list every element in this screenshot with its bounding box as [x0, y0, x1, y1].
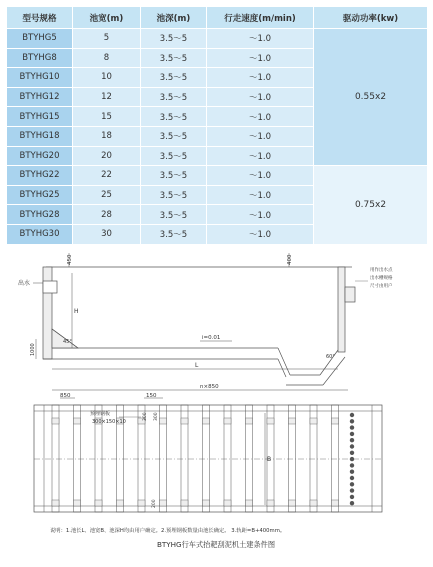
drawing-caption: BTYHG行车式抬耙刮泥机土建条件图	[156, 540, 276, 549]
embed-plate	[310, 418, 317, 424]
embed-plate	[246, 418, 253, 424]
width-cell: 8	[73, 48, 141, 68]
embed-plate	[310, 500, 317, 506]
width-cell: 28	[73, 205, 141, 225]
width-cell: 30	[73, 224, 141, 244]
outlet-hole	[350, 444, 354, 448]
embed-plate	[160, 500, 167, 506]
depth-cell: 3.5～5	[141, 205, 207, 225]
depth-cell: 3.5～5	[141, 185, 207, 205]
width-cell: 10	[73, 68, 141, 88]
speed-cell: ～1.0	[207, 48, 314, 68]
h-label: H	[74, 308, 79, 315]
depth-cell: 3.5～5	[141, 166, 207, 186]
embed-plate	[267, 418, 274, 424]
embed-plate	[246, 500, 253, 506]
dim-200: 200	[152, 499, 157, 508]
embed-plate	[52, 500, 59, 506]
table-row	[7, 166, 428, 186]
header-power: 驱动功率(kw)	[314, 7, 428, 29]
side-note-3: 尺寸由用户	[370, 284, 393, 289]
total-length-label: n×850	[200, 384, 219, 390]
embed-plate-size: 300×150×10	[92, 419, 126, 425]
outlet-label: 出水	[18, 280, 31, 287]
slope-label: i=0.01	[202, 335, 221, 341]
speed-cell: ～1.0	[207, 68, 314, 88]
dim-300b: 300	[154, 412, 159, 421]
depth-cell: 3.5～5	[141, 68, 207, 88]
section-view	[33, 253, 368, 385]
width-cell: 18	[73, 126, 141, 146]
b-label: B	[267, 456, 272, 463]
model-cell: BTYHG30	[7, 224, 73, 244]
spec-table	[6, 6, 428, 245]
plan-labels	[60, 384, 271, 508]
embed-plate	[224, 418, 231, 424]
speed-cell: ～1.0	[207, 29, 314, 49]
speed-cell: ～1.0	[207, 87, 314, 107]
speed-cell: ～1.0	[207, 107, 314, 127]
embed-plate	[224, 500, 231, 506]
depth-cell: 3.5～5	[141, 107, 207, 127]
side-note-2: 出水槽规格	[370, 276, 393, 281]
civil-drawing	[0, 243, 433, 567]
outlet-hole	[350, 470, 354, 474]
dim-400-right: 400	[287, 254, 293, 265]
table-row	[7, 29, 428, 49]
embed-plate	[52, 418, 59, 424]
width-cell: 15	[73, 107, 141, 127]
dim-450-left: 450	[67, 254, 73, 265]
depth-cell: 3.5～5	[141, 87, 207, 107]
header-depth: 池深(m)	[141, 7, 207, 29]
outlet-hole	[350, 451, 354, 455]
outlet-hole	[350, 482, 354, 486]
embed-plate	[117, 500, 124, 506]
header-model: 型号规格	[7, 7, 73, 29]
notes-text: 说明：1.池长L、池宽B、池深H均由用户确定。2.预埋钢板数量由池长确定。 3.轨距=B+400mm。	[50, 528, 286, 534]
dim-300a: 300	[143, 412, 148, 421]
embed-plate	[267, 500, 274, 506]
l-label: L	[195, 362, 199, 369]
angle-60: 60°	[326, 354, 335, 360]
outlet-hole	[350, 495, 354, 499]
side-note-1: 用作出水点	[370, 268, 393, 273]
model-cell: BTYHG28	[7, 205, 73, 225]
table-header-row	[7, 7, 428, 29]
speed-cell: ～1.0	[207, 126, 314, 146]
model-cell: BTYHG18	[7, 126, 73, 146]
dim-850: 850	[60, 393, 71, 399]
depth-cell: 3.5～5	[141, 224, 207, 244]
speed-cell: ～1.0	[207, 166, 314, 186]
model-cell: BTYHG22	[7, 166, 73, 186]
outlet-hole	[350, 476, 354, 480]
angle-45: 45°	[63, 339, 72, 345]
outlet-hole	[350, 413, 354, 417]
outlet-hole	[350, 463, 354, 467]
embed-plate	[160, 418, 167, 424]
model-cell: BTYHG20	[7, 146, 73, 166]
width-cell: 5	[73, 29, 141, 49]
model-cell: BTYHG5	[7, 29, 73, 49]
depth-cell: 3.5～5	[141, 146, 207, 166]
embed-plate	[181, 418, 188, 424]
embed-plate	[74, 418, 81, 424]
model-cell: BTYHG25	[7, 185, 73, 205]
width-cell: 20	[73, 146, 141, 166]
embed-plate	[332, 500, 339, 506]
embed-plate	[74, 500, 81, 506]
embed-plate	[332, 418, 339, 424]
embed-plate	[181, 500, 188, 506]
model-cell: BTYHG12	[7, 87, 73, 107]
width-cell: 22	[73, 166, 141, 186]
outlet-hole	[350, 457, 354, 461]
speed-cell: ～1.0	[207, 205, 314, 225]
embed-plate	[138, 500, 145, 506]
outlet-hole	[350, 432, 354, 436]
header-speed: 行走速度(m/min)	[207, 7, 314, 29]
dim-150: 150	[146, 393, 157, 399]
embed-plate-label: 预埋钢板	[90, 411, 111, 417]
outlet-hole	[350, 488, 354, 492]
depth-cell: 3.5～5	[141, 29, 207, 49]
model-cell: BTYHG8	[7, 48, 73, 68]
width-cell: 12	[73, 87, 141, 107]
depth-cell: 3.5～5	[141, 126, 207, 146]
speed-cell: ～1.0	[207, 146, 314, 166]
embed-plate	[203, 500, 210, 506]
power-cell: 0.55x2	[314, 29, 428, 166]
model-cell: BTYHG10	[7, 68, 73, 88]
outlet-hole	[350, 501, 354, 505]
outlet-hole	[350, 419, 354, 423]
depth-cell: 3.5～5	[141, 48, 207, 68]
outlet-hole	[350, 438, 354, 442]
embed-plate	[289, 418, 296, 424]
plan-view	[34, 390, 382, 512]
width-cell: 25	[73, 185, 141, 205]
embed-plate	[95, 500, 102, 506]
dim-1000: 1000	[30, 343, 36, 356]
speed-cell: ～1.0	[207, 185, 314, 205]
embed-plate	[203, 418, 210, 424]
model-cell: BTYHG15	[7, 107, 73, 127]
outlet-hole	[350, 425, 354, 429]
embed-plate	[289, 500, 296, 506]
power-cell: 0.75x2	[314, 166, 428, 244]
speed-cell: ～1.0	[207, 224, 314, 244]
header-width: 池宽(m)	[73, 7, 141, 29]
